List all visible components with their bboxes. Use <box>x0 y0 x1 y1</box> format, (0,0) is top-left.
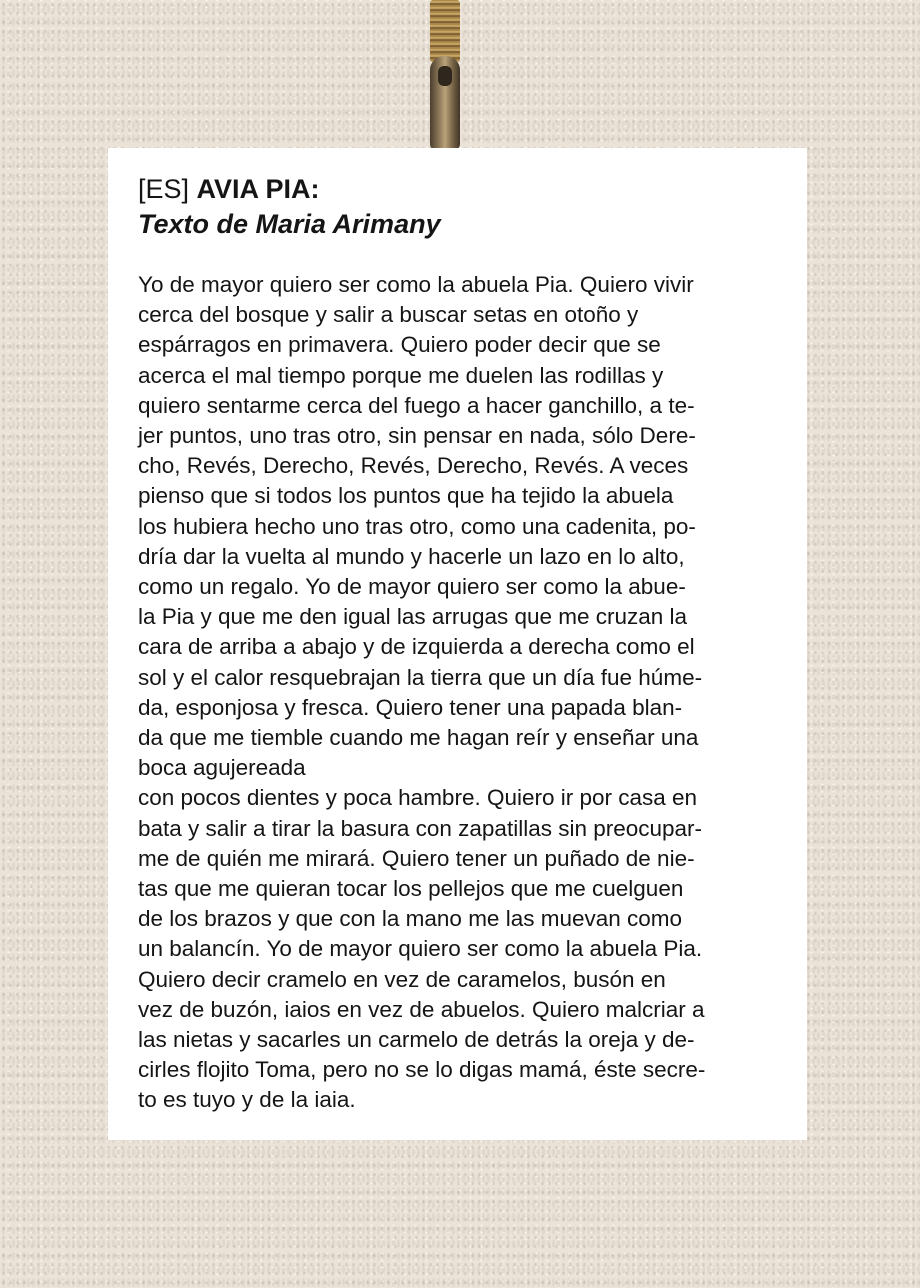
text-line: vez de buzón, iaios en vez de abuelos. Quiero malcriar a <box>138 996 705 1022</box>
page-title: AVIA PIA: <box>196 174 320 204</box>
body-text <box>138 270 788 1116</box>
text-line: cho, Revés, Derecho, Revés, Derecho, Revés. A veces <box>138 453 689 479</box>
text-line: acerca el mal tiempo porque me duelen las rodillas y <box>138 362 664 388</box>
text-line: boca agujereada <box>138 755 306 781</box>
text-line: los hubiera hecho uno tras otro, como una cadenita, po- <box>138 513 696 539</box>
text-line: la Pia y que me den igual las arrugas que me cruzan la <box>138 604 688 630</box>
zipper-teeth <box>430 0 460 62</box>
text-line: da, esponjosa y fresca. Quiero tener una papada blan- <box>138 694 683 720</box>
text-card <box>108 148 807 1140</box>
text-line: tas que me quieran tocar los pellejos que me cuelguen <box>138 876 684 902</box>
text-line: cerca del bosque y salir a buscar setas en otoño y <box>138 302 639 328</box>
text-line: to es tuyo y de la iaia. <box>138 1087 356 1113</box>
language-tag: [ES] <box>138 174 190 204</box>
text-line: cirles flojito Toma, pero no se lo digas mamá, éste secre- <box>138 1057 706 1083</box>
text-line: las nietas y sacarles un carmelo de detrás la oreja y de- <box>138 1027 695 1053</box>
text-line: dría dar la vuelta al mundo y hacerle un lazo en lo alto, <box>138 543 685 569</box>
title-line <box>138 172 441 207</box>
author-line: Texto de Maria Arimany <box>138 209 441 239</box>
text-line: de los brazos y que con la mano me las muevan como <box>138 906 683 932</box>
text-line: me de quién me mirará. Quiero tener un puñado de nie- <box>138 845 695 871</box>
text-line: Yo de mayor quiero ser como la abuela Pia. Quiero vivir <box>138 272 694 297</box>
text-line: con pocos dientes y poca hambre. Quiero ir por casa en <box>138 785 698 811</box>
text-line: quiero sentarme cerca del fuego a hacer ganchillo, a te- <box>138 392 695 418</box>
text-line: bata y salir a tirar la basura con zapatillas sin preocupar- <box>138 815 703 841</box>
text-line: como un regalo. Yo de mayor quiero ser como la abue- <box>138 574 686 600</box>
text-line: jer puntos, uno tras otro, sin pensar en nada, sólo Dere- <box>138 423 696 449</box>
text-line: un balancín. Yo de mayor quiero ser como la abuela Pia. <box>138 936 703 962</box>
text-line: da que me tiemble cuando me hagan reír y enseñar una <box>138 725 699 751</box>
zipper-pull <box>438 66 452 86</box>
card-header <box>138 172 441 242</box>
text-line: sol y el calor resquebrajan la tierra que un día fue húme- <box>138 664 703 690</box>
zipper-decoration <box>418 0 472 150</box>
text-line: pienso que si todos los puntos que ha tejido la abuela <box>138 483 674 509</box>
text-line: cara de arriba a abajo y de izquierda a derecha como el <box>138 634 695 660</box>
text-line: espárragos en primavera. Quiero poder decir que se <box>138 332 661 358</box>
text-line: Quiero decir cramelo en vez de caramelos, busón en <box>138 966 666 992</box>
